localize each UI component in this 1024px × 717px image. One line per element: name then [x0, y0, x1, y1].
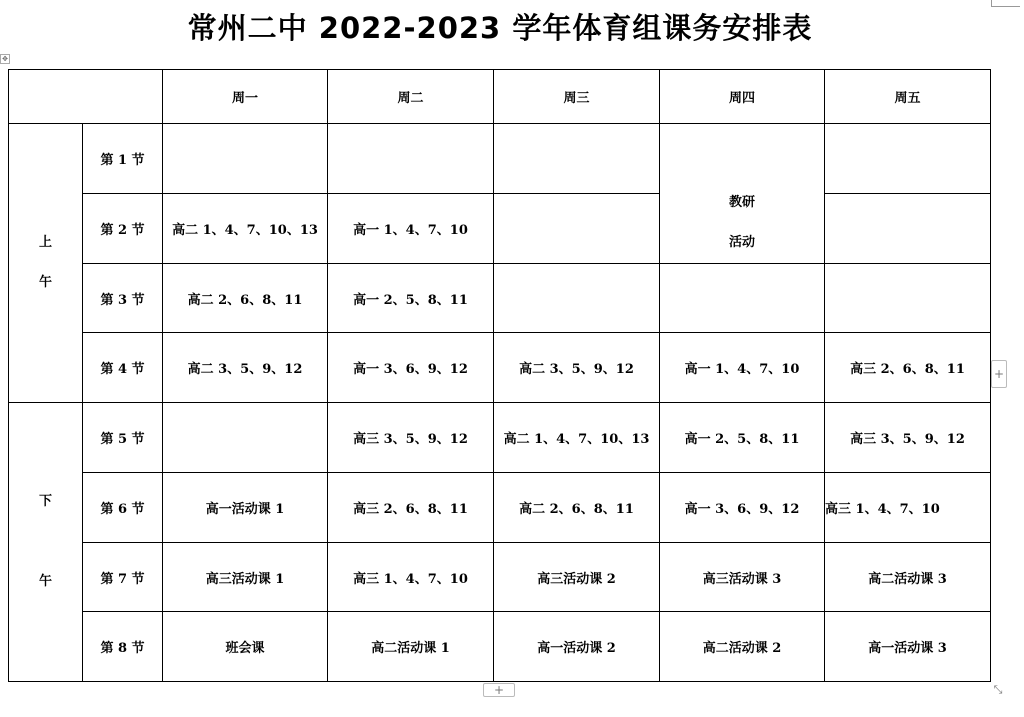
cell-mon[interactable] [163, 403, 328, 473]
period-label[interactable]: 第 4 节 [83, 333, 163, 403]
cell-mon[interactable]: 高一活动课 1 [163, 473, 328, 543]
cell-thu[interactable]: 高二活动课 2 [660, 612, 825, 682]
add-row-button[interactable]: + [483, 683, 515, 697]
cell-fri[interactable] [825, 124, 991, 194]
cell-wed[interactable]: 高一活动课 2 [494, 612, 660, 682]
cell-thu[interactable]: 高一 3、6、9、12 [660, 473, 825, 543]
cell-thu[interactable]: 高一 2、5、8、11 [660, 403, 825, 473]
table-row [9, 473, 991, 543]
morning-label-char: 午 [38, 275, 52, 290]
table-row [9, 543, 991, 612]
cell-tue[interactable]: 高一 3、6、9、12 [328, 333, 494, 403]
table-move-handle[interactable]: ✥ [0, 54, 10, 64]
schedule-table [8, 69, 991, 682]
cell-fri[interactable]: 高三 1、4、7、10 [825, 473, 991, 543]
table-row [9, 403, 991, 473]
activity-line: 教研 [728, 195, 755, 210]
table-row [9, 612, 991, 682]
period-label[interactable]: 第 2 节 [83, 194, 163, 264]
cell-thu[interactable]: 高一 1、4、7、10 [660, 333, 825, 403]
activity-line: 活动 [728, 235, 755, 250]
cell-wed[interactable] [494, 264, 660, 333]
corner-cell[interactable] [9, 70, 163, 124]
morning-label[interactable] [9, 124, 83, 403]
cell-mon[interactable]: 高二 2、6、8、11 [163, 264, 328, 333]
cell-wed[interactable]: 高二 3、5、9、12 [494, 333, 660, 403]
cell-wed[interactable]: 高二 2、6、8、11 [494, 473, 660, 543]
morning-label-char: 上 [38, 235, 52, 250]
cell-mon[interactable]: 高二 1、4、7、10、13 [163, 194, 328, 264]
cell-fri[interactable]: 高三 2、6、8、11 [825, 333, 991, 403]
cell-tue[interactable]: 高三 1、4、7、10 [328, 543, 494, 612]
cell-wed[interactable]: 高二 1、4、7、10、13 [494, 403, 660, 473]
table-row [9, 264, 991, 333]
table-row [9, 124, 991, 194]
cell-wed[interactable]: 高三活动课 2 [494, 543, 660, 612]
cell-tue[interactable]: 高三 2、6、8、11 [328, 473, 494, 543]
cell-fri[interactable]: 高三 3、5、9、12 [825, 403, 991, 473]
header-row [9, 70, 991, 124]
period-label[interactable]: 第 5 节 [83, 403, 163, 473]
cell-fri[interactable]: 高二活动课 3 [825, 543, 991, 612]
afternoon-label-char: 午 [38, 574, 52, 589]
cell-tue[interactable]: 高一 1、4、7、10 [328, 194, 494, 264]
cell-tue[interactable]: 高一 2、5、8、11 [328, 264, 494, 333]
period-label[interactable]: 第 6 节 [83, 473, 163, 543]
cell-thu[interactable] [660, 264, 825, 333]
afternoon-label[interactable] [9, 403, 83, 682]
header-mon[interactable]: 周一 [163, 70, 328, 124]
period-label[interactable]: 第 8 节 [83, 612, 163, 682]
page-title: 常州二中 2022-2023 学年体育组课务安排表 [187, 11, 813, 45]
table-row [9, 333, 991, 403]
cell-fri[interactable]: 高一活动课 3 [825, 612, 991, 682]
period-label[interactable]: 第 1 节 [83, 124, 163, 194]
cell-mon[interactable]: 班会课 [163, 612, 328, 682]
cell-mon[interactable]: 高二 3、5、9、12 [163, 333, 328, 403]
period-label[interactable]: 第 3 节 [83, 264, 163, 333]
period-label[interactable]: 第 7 节 [83, 543, 163, 612]
cell-tue[interactable]: 高三 3、5、9、12 [328, 403, 494, 473]
cell-mon[interactable] [163, 124, 328, 194]
add-column-button[interactable]: + [991, 360, 1007, 388]
cell-tue[interactable]: 高二活动课 1 [328, 612, 494, 682]
header-tue[interactable]: 周二 [328, 70, 494, 124]
table-row [9, 194, 991, 264]
cell-mon[interactable]: 高三活动课 1 [163, 543, 328, 612]
header-wed[interactable]: 周三 [494, 70, 660, 124]
cell-fri[interactable] [825, 264, 991, 333]
header-fri[interactable]: 周五 [825, 70, 991, 124]
cell-fri[interactable] [825, 194, 991, 264]
cell-wed[interactable] [494, 124, 660, 194]
header-thu[interactable]: 周四 [660, 70, 825, 124]
cell-wed[interactable] [494, 194, 660, 264]
cell-thu-research-activity[interactable] [660, 124, 825, 264]
cell-tue[interactable] [328, 124, 494, 194]
cell-thu[interactable]: 高三活动课 3 [660, 543, 825, 612]
afternoon-label-char: 下 [38, 494, 52, 509]
resize-handle-icon[interactable]: ⤡ [993, 683, 1003, 696]
